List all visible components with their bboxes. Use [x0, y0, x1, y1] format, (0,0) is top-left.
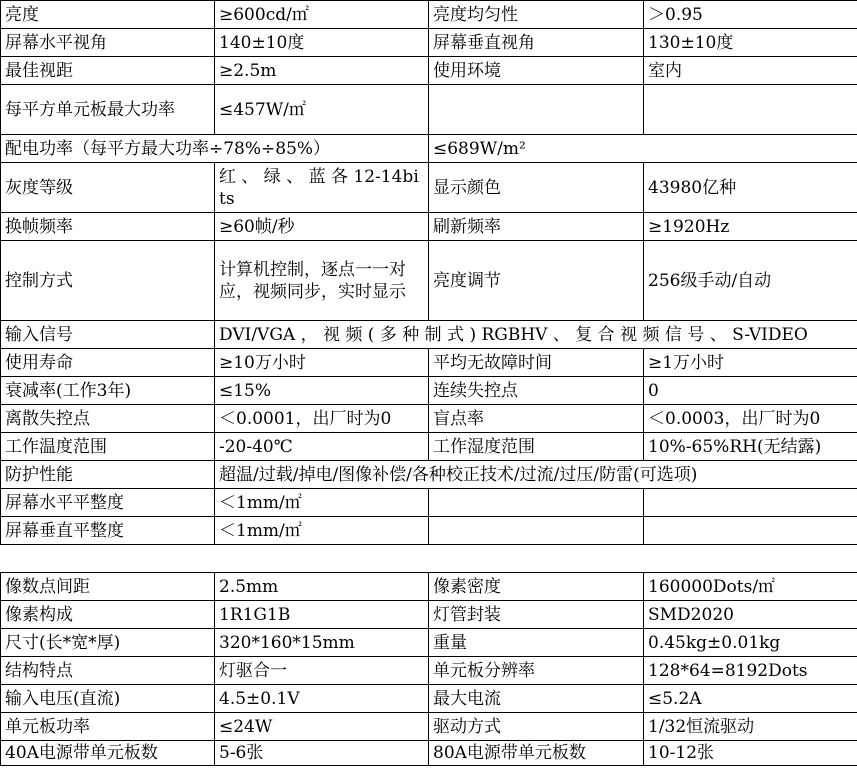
label-cell: 亮度调节 — [429, 241, 644, 321]
value-cell: ＜0.0003，出厂时为0 — [644, 405, 857, 433]
value-cell: ≥1万小时 — [644, 349, 857, 377]
value-cell: DVI/VGA ， 视 频 ( 多 种 制 式 ) RGBHV 、 复 合 视 频 信 号 、 S-VIDEO — [215, 321, 857, 349]
table-row — [1, 163, 857, 213]
label-cell: 使用寿命 — [1, 349, 215, 377]
value-cell: ≥600cd/㎡ — [215, 1, 429, 29]
table-row — [1, 321, 857, 349]
label-cell: 工作温度范围 — [1, 433, 215, 461]
value-cell: 10-12张 — [644, 741, 857, 766]
label-cell: 连续失控点 — [429, 377, 644, 405]
value-cell: 128*64=8192Dots — [644, 657, 857, 685]
table-row — [1, 377, 857, 405]
label-cell: 防护性能 — [1, 461, 215, 489]
value-cell: 140±10度 — [215, 29, 429, 57]
label-cell: 盲点率 — [429, 405, 644, 433]
value-cell: ≥1920Hz — [644, 213, 857, 241]
label-cell: 屏幕垂直视角 — [429, 29, 644, 57]
label-cell: 单元板功率 — [1, 713, 215, 741]
value-cell: 43980亿种 — [644, 163, 857, 213]
label-cell: 换帧频率 — [1, 213, 215, 241]
table-row — [1, 85, 857, 135]
label-cell — [429, 85, 644, 135]
value-cell: 0.45kg±0.01kg — [644, 629, 857, 657]
value-cell: 320*160*15mm — [215, 629, 429, 657]
value-cell: ≥2.5m — [215, 57, 429, 85]
label-cell: 驱动方式 — [429, 713, 644, 741]
value-cell — [644, 489, 857, 517]
label-cell: 控制方式 — [1, 241, 215, 321]
value-cell: ≤5.2A — [644, 685, 857, 713]
value-cell: SMD2020 — [644, 601, 857, 629]
table-row — [1, 57, 857, 85]
label-cell: 输入电压(直流) — [1, 685, 215, 713]
table-row — [1, 629, 857, 657]
label-cell: 每平方单元板最大功率 — [1, 85, 215, 135]
value-cell: 5-6张 — [215, 741, 429, 766]
label-cell: 输入信号 — [1, 321, 215, 349]
value-cell: 130±10度 — [644, 29, 857, 57]
table-row — [1, 517, 857, 545]
table-row — [1, 349, 857, 377]
value-cell: 2.5mm — [215, 573, 429, 601]
value-cell: 室内 — [644, 57, 857, 85]
label-cell: 配电功率（每平方最大功率÷78%÷85%） — [1, 135, 429, 163]
label-cell: 屏幕垂直平整度 — [1, 517, 215, 545]
label-cell: 平均无故障时间 — [429, 349, 644, 377]
label-cell: 最佳视距 — [1, 57, 215, 85]
table-row — [1, 461, 857, 489]
table-row — [1, 1, 857, 29]
value-cell: ＞0.95 — [644, 1, 857, 29]
spacer-cell — [429, 545, 644, 573]
label-cell: 像素密度 — [429, 573, 644, 601]
label-cell: 尺寸(长*宽*厚) — [1, 629, 215, 657]
value-cell: ≤457W/㎡ — [215, 85, 429, 135]
label-cell: 刷新频率 — [429, 213, 644, 241]
table-row — [1, 601, 857, 629]
value-cell: 0 — [644, 377, 857, 405]
table-row — [1, 405, 857, 433]
value-cell: 灯驱合一 — [215, 657, 429, 685]
value-cell: ≥60帧/秒 — [215, 213, 429, 241]
value-cell — [644, 517, 857, 545]
table-row — [1, 29, 857, 57]
table-row — [1, 135, 857, 163]
label-cell: 离散失控点 — [1, 405, 215, 433]
value-cell: 4.5±0.1V — [215, 685, 429, 713]
label-cell: 亮度 — [1, 1, 215, 29]
value-cell: ≥10万小时 — [215, 349, 429, 377]
value-cell: 256级手动/自动 — [644, 241, 857, 321]
label-cell: 重量 — [429, 629, 644, 657]
label-cell: 80A电源带单元板数 — [429, 741, 644, 766]
label-cell: 亮度均匀性 — [429, 1, 644, 29]
value-cell — [644, 85, 857, 135]
table-row — [1, 433, 857, 461]
value-cell: ≤15% — [215, 377, 429, 405]
label-cell: 结构特点 — [1, 657, 215, 685]
table-row — [1, 685, 857, 713]
value-cell: 红 、 绿 、 蓝 各 12-14bits — [215, 163, 429, 213]
table-row — [1, 657, 857, 685]
spec-table-body — [1, 1, 857, 766]
value-cell: 160000Dots/㎡ — [644, 573, 857, 601]
label-cell: 像素构成 — [1, 601, 215, 629]
value-cell: 1R1G1B — [215, 601, 429, 629]
label-cell: 最大电流 — [429, 685, 644, 713]
value-cell: ≤689W/m² — [429, 135, 857, 163]
label-cell: 灰度等级 — [1, 163, 215, 213]
label-cell — [429, 517, 644, 545]
label-cell: 工作湿度范围 — [429, 433, 644, 461]
label-cell: 衰减率(工作3年) — [1, 377, 215, 405]
value-cell: ＜1mm/㎡ — [215, 517, 429, 545]
label-cell: 单元板分辨率 — [429, 657, 644, 685]
spacer-cell — [644, 545, 857, 573]
table-row — [1, 741, 857, 766]
table-row — [1, 241, 857, 321]
label-cell: 屏幕水平视角 — [1, 29, 215, 57]
label-cell — [429, 489, 644, 517]
spacer-cell — [1, 545, 215, 573]
value-cell: ＜1mm/㎡ — [215, 489, 429, 517]
table-row — [1, 573, 857, 601]
value-cell: 超温/过载/掉电/图像补偿/各种校正技术/过流/过压/防雷(可选项) — [215, 461, 857, 489]
value-cell: 10%-65%RH(无结露) — [644, 433, 857, 461]
label-cell: 使用环境 — [429, 57, 644, 85]
label-cell: 40A电源带单元板数 — [1, 741, 215, 766]
value-cell: 1/32恒流驱动 — [644, 713, 857, 741]
spacer-cell — [215, 545, 429, 573]
table-row — [1, 713, 857, 741]
label-cell: 屏幕水平平整度 — [1, 489, 215, 517]
value-cell: ＜0.0001，出厂时为0 — [215, 405, 429, 433]
table-row — [1, 489, 857, 517]
value-cell: -20-40℃ — [215, 433, 429, 461]
value-cell: 计算机控制，逐点一一对应，视频同步，实时显示 — [215, 241, 429, 321]
table-row — [1, 213, 857, 241]
spacer-row — [1, 545, 857, 573]
label-cell: 灯管封装 — [429, 601, 644, 629]
value-cell: ≤24W — [215, 713, 429, 741]
label-cell: 显示颜色 — [429, 163, 644, 213]
label-cell: 像数点间距 — [1, 573, 215, 601]
